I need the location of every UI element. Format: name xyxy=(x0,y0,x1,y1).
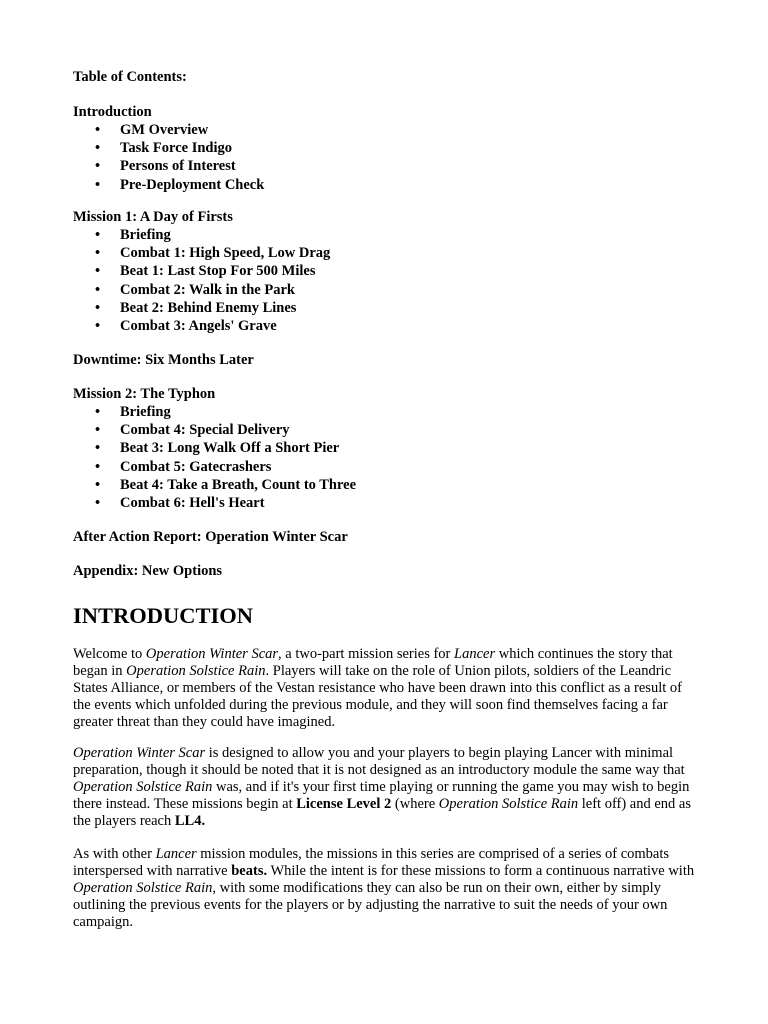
bullet-icon: • xyxy=(95,176,101,193)
intro-paragraph-2: Operation Winter Scar is designed to allow you and your players to begin playing Lancer with minimal preparation, though it should be noted that it is not designed as an introductory module the same way that Operation Solstice Rain was, and if it's your first time playing or running the game you may wish to begin there instead. These missions begin at License Level 2 (where Operation Solstice Rain left off) and end as the players reach LL4. xyxy=(73,745,692,829)
toc-item-list xyxy=(73,403,356,512)
toc-item: • Combat 4: Special Delivery xyxy=(95,422,290,439)
bullet-icon: • xyxy=(95,299,101,316)
toc-item-list xyxy=(73,121,264,194)
introduction-heading: INTRODUCTION xyxy=(73,603,254,628)
toc-section-mission-1 xyxy=(73,208,330,335)
toc-item: • Combat 6: Hell's Heart xyxy=(95,495,265,512)
intro-paragraph-3: As with other Lancer mission modules, the missions in this series are comprised of a series of combats interspersed with narrative beats. While the intent is for these missions to form a continuous narrative with Operation Solstice Rain, with some modifications they can also be run on their own, either by simply outlining the previous events for the players or by adjusting the narrative to suit the needs of your own campaign. xyxy=(73,846,695,930)
toc-item: • Beat 2: Behind Enemy Lines xyxy=(95,299,297,316)
toc-item: • Task Force Indigo xyxy=(95,140,232,157)
bullet-icon: • xyxy=(95,227,101,243)
bullet-icon: • xyxy=(95,422,101,439)
bullet-icon: • xyxy=(95,281,101,298)
toc-item-list xyxy=(73,226,330,335)
bullet-icon: • xyxy=(95,476,101,493)
toc-item: • GM Overview xyxy=(95,122,209,138)
bullet-icon: • xyxy=(95,495,101,512)
toc-item: • Pre-Deployment Check xyxy=(95,176,265,193)
toc-item: • Beat 4: Take a Breath, Count to Three xyxy=(95,476,357,493)
bullet-icon: • xyxy=(95,245,101,262)
bullet-icon: • xyxy=(95,158,101,175)
toc-section-heading: Mission 2: The Typhon xyxy=(73,386,216,402)
bullet-icon: • xyxy=(95,458,101,475)
toc-item: • Combat 3: Angels' Grave xyxy=(95,318,277,335)
bullet-icon: • xyxy=(95,140,101,157)
toc-item: • Briefing xyxy=(95,227,171,243)
toc-title: Table of Contents: xyxy=(73,69,187,85)
toc-section-heading: Introduction xyxy=(73,104,152,120)
toc-section-downtime: Downtime: Six Months Later xyxy=(73,352,254,368)
intro-paragraph-1: Welcome to Operation Winter Scar, a two-part mission series for Lancer which continues the story that began in Operation Solstice Rain. Players will take on the role of Union pilots, soldiers of the Leandric States Alliance, or members of the Vestan resistance who have been drawn into this conflict as a result of the events which unfolded during the previous module, and they will soon find themselves facing a far greater threat than they could have imagined. xyxy=(73,646,682,730)
toc-item: • Combat 1: High Speed, Low Drag xyxy=(95,245,331,262)
toc-item: • Briefing xyxy=(95,404,171,420)
toc-item: • Beat 3: Long Walk Off a Short Pier xyxy=(95,440,340,457)
toc-section-after-action-report: After Action Report: Operation Winter Scar xyxy=(73,529,348,545)
toc-item: • Combat 2: Walk in the Park xyxy=(95,281,295,298)
bullet-icon: • xyxy=(95,122,101,138)
toc-item: • Beat 1: Last Stop For 500 Miles xyxy=(95,263,316,280)
toc-section-mission-2 xyxy=(73,385,356,512)
toc-section-appendix: Appendix: New Options xyxy=(73,563,223,579)
toc-section-introduction xyxy=(73,103,264,194)
bullet-icon: • xyxy=(95,263,101,280)
bullet-icon: • xyxy=(95,318,101,335)
bullet-icon: • xyxy=(95,440,101,457)
toc-item: • Combat 5: Gatecrashers xyxy=(95,458,272,475)
toc-section-heading: Mission 1: A Day of Firsts xyxy=(73,209,233,225)
toc-item: • Persons of Interest xyxy=(95,158,236,175)
bullet-icon: • xyxy=(95,404,101,420)
